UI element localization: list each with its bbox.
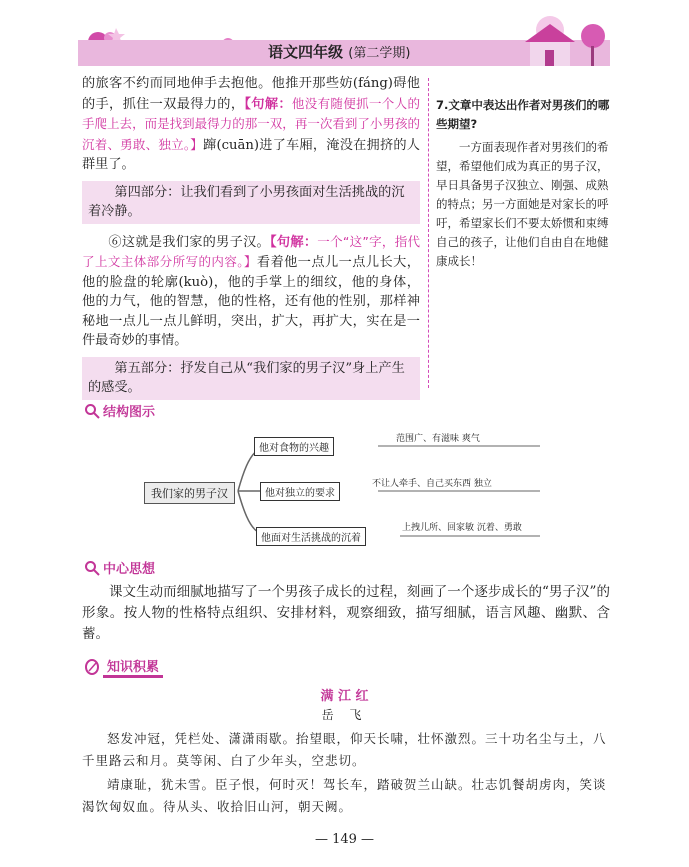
part-summary-box: 第四部分：让我们看到了小男孩面对生活挑战的沉着冷静。 (82, 181, 420, 224)
paragraph-text: 看着他一点儿一点儿长大，他的脸盘的轮廓(kuò)，他的手掌上的细纹，他的身体，他的力气，他的智慧，他的性格，还有他的性别，那样神秘地一点儿一点儿鲜明，突出，扩大，再扩大，实在是一件最奇妙的事情。 (82, 255, 420, 348)
diagram-branch-1: 他对食物的兴趣 (254, 437, 334, 456)
structure-heading (84, 401, 155, 420)
diagram-branch-3: 他面对生活挑战的沉着 (256, 527, 366, 546)
sentence-note-label: 【句解： (244, 96, 292, 112)
theme-heading (84, 558, 155, 577)
sentence-note: 一个“这”字，指代了上文主体部分所写的内容。】 (82, 233, 420, 269)
poem-author: 岳 飞 (321, 708, 368, 722)
book-title: 语文四年级 (268, 43, 344, 61)
diagram-center-node: 我们家的男子汉 (144, 482, 235, 504)
page-number: — 149 — (314, 832, 375, 847)
paragraph-text: 蹿(cuān)进了车厢，淹没在拥挤的人群里了。 (82, 137, 420, 172)
answer-text: 一方面表现作者对男孩们的希望，希望他们成为真正的男子汉，早日具备男子汉独立、刚强、成熟的特点；另一方面她是对家长的呼吁，希望家长们不要太娇惯和束缚自己的孩子，让他们自由自在地健康成长！ (436, 140, 609, 268)
main-text-column (82, 74, 420, 408)
knowledge-heading (84, 656, 163, 678)
paragraph-5 (82, 74, 420, 175)
magnifier-icon (84, 403, 100, 419)
sentence-note: 他没有随便抓一个人的手爬上去，而是找到最得力的那一双，再一次看到了小男孩的沉着、勇敢、独立。】 (82, 95, 420, 152)
diagram-detail-1: 范围广、有滋味 爽气 (396, 434, 480, 444)
theme-text: 课文生动而细腻地描写了一个男孩子成长的过程，刻画了一个逐步成长的“男子汉”的形象。按人物的性格特点组织、安排材料，观察细致，描写细腻，语言风趣、幽默、含蓄。 (82, 584, 610, 642)
diagram-detail-2: 不让人牵手、自己买东西 独立 (372, 479, 492, 489)
poem-stanza-2: 靖康耻，犹未雪。臣子恨，何时灭！驾长车，踏破贺兰山缺。壮志饥餐胡虏肉，笑谈渴饮匈奴血。待从头、收拾旧山河，朝天阙。 (82, 777, 607, 814)
paragraph-text: ⑥这就是我们家的男子汉。 (108, 234, 271, 250)
diagram-branch-2: 他对独立的要求 (260, 482, 340, 501)
column-divider (428, 78, 429, 388)
poem-title: 满 江 红 (320, 689, 369, 704)
paragraph-6 (82, 232, 420, 351)
part-summary-box: 第五部分：抒发自己从“我们家的男子汉”身上产生的感受。 (82, 357, 420, 400)
paragraph-text: 的旅客不约而同地伸手去抱他。他推开那些妨(fáng)碍他的手，抓住一双最得力的， (82, 76, 420, 112)
question-column (436, 96, 612, 271)
magnifier-icon (84, 560, 100, 576)
structure-diagram (140, 428, 545, 548)
book-subtitle: (第二学期) (348, 46, 411, 61)
section-title: 知识积累 (103, 656, 163, 678)
question-text: 7.文章中表达出作者对男孩们的哪些期望? (436, 98, 610, 131)
section-title: 结构图示 (103, 405, 156, 420)
page-header-title (268, 41, 410, 62)
pen-clip-icon (84, 659, 100, 675)
sentence-note-label: 【句解： (270, 234, 318, 250)
section-title: 中心思想 (103, 562, 156, 577)
poem-stanza-1: 怒发冲冠，凭栏处、潇潇雨歇。抬望眼，仰天长啸，壮怀激烈。三十功名尘与土，八千里路云和月。莫等闲、白了少年头，空悲切。 (82, 731, 607, 768)
diagram-detail-3: 上拽儿所、回家敏 沉着、勇敢 (402, 523, 522, 533)
house-decoration-icon (505, 10, 615, 70)
